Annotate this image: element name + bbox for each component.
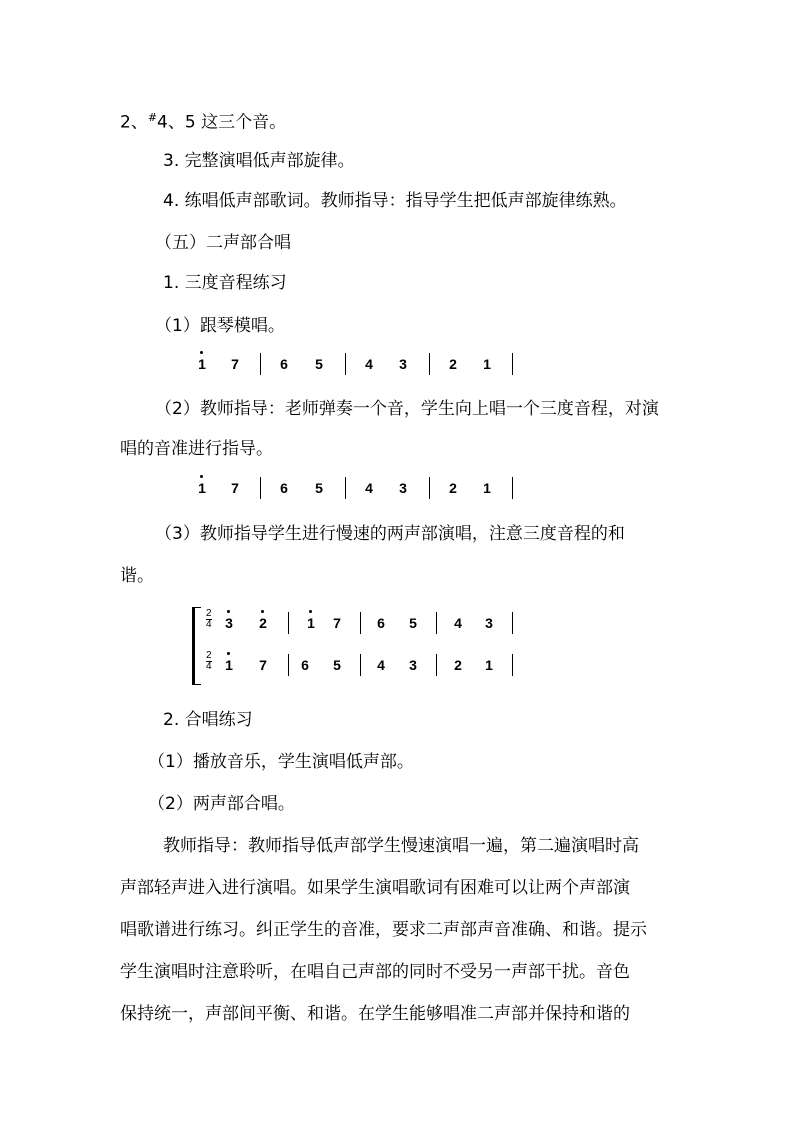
- line-11: 2. 合唱练习: [163, 710, 253, 730]
- note: 3: [485, 615, 493, 631]
- time-signature-lower: 2 4: [206, 650, 212, 672]
- line-17: 学生演唱时注意聆听，在唱自己声部的同时不受另一声部干扰。音色: [120, 962, 630, 982]
- note: 4: [365, 356, 373, 372]
- note: 1: [195, 356, 209, 372]
- note: 1: [304, 615, 318, 631]
- line-1-pre: 2、: [120, 112, 148, 133]
- note: 7: [231, 480, 239, 496]
- note: 1: [222, 657, 236, 673]
- note: 7: [231, 356, 239, 372]
- note: 7: [333, 615, 341, 631]
- line-15: 声部轻声进入进行演唱。如果学生演唱歌词有困难可以让两个声部演: [120, 878, 630, 898]
- line-10: 谐。: [120, 566, 154, 586]
- note: 7: [259, 657, 267, 673]
- note: 5: [333, 657, 341, 673]
- line-6: （1）跟琴模唱。: [155, 316, 285, 336]
- line-8: 唱的音准进行指导。: [120, 439, 273, 459]
- line-5: 1. 三度音程练习: [163, 273, 287, 293]
- line-14: 教师指导：教师指导低声部学生慢速演唱一遍，第二遍演唱时高: [163, 836, 639, 856]
- note: 6: [301, 657, 309, 673]
- note: 1: [483, 480, 491, 496]
- note: 3: [399, 356, 407, 372]
- sharp-sign: #: [147, 111, 158, 124]
- line-1-post: 4、5 这三个音。: [157, 112, 287, 133]
- note: 6: [280, 356, 288, 372]
- time-signature-upper: 2 4: [206, 608, 212, 630]
- note: 6: [280, 480, 288, 496]
- note: 5: [315, 480, 323, 496]
- note: 1: [485, 657, 493, 673]
- note: 3: [409, 657, 417, 673]
- note: 3: [399, 480, 407, 496]
- score-3-upper: [220, 615, 530, 635]
- note: 5: [409, 615, 417, 631]
- note: 5: [315, 356, 323, 372]
- line-1: [120, 106, 286, 135]
- system-bracket: [192, 607, 201, 685]
- note: 3: [222, 615, 236, 631]
- note: 4: [377, 657, 385, 673]
- note: 1: [195, 480, 209, 496]
- score-3-lower: [220, 657, 530, 677]
- note: 4: [454, 615, 462, 631]
- note: 2: [256, 615, 270, 631]
- note: 6: [377, 615, 385, 631]
- note: 1: [483, 356, 491, 372]
- line-9: （3）教师指导学生进行慢速的两声部演唱，注意三度音程的和: [155, 524, 625, 544]
- line-16: 唱歌谱进行练习。纠正学生的音准，要求二声部声音准确、和谐。提示: [120, 920, 647, 940]
- line-3: 4. 练唱低声部歌词。教师指导：指导学生把低声部旋律练熟。: [163, 191, 627, 211]
- note: 2: [449, 356, 457, 372]
- score-2: [190, 480, 530, 500]
- score-1: [190, 356, 530, 376]
- line-12: （1）播放音乐，学生演唱低声部。: [148, 752, 414, 772]
- line-7: （2）教师指导：老师弹奏一个音，学生向上唱一个三度音程，对演: [155, 399, 659, 419]
- line-13: （2）两声部合唱。: [148, 794, 295, 814]
- line-2: 3. 完整演唱低声部旋律。: [163, 151, 355, 171]
- note: 2: [454, 657, 462, 673]
- line-18: 保持统一，声部间平衡、和谐。在学生能够唱准二声部并保持和谐的: [120, 1004, 630, 1024]
- note: 2: [449, 480, 457, 496]
- note: 4: [365, 480, 373, 496]
- section-heading: （五）二声部合唱: [155, 233, 291, 253]
